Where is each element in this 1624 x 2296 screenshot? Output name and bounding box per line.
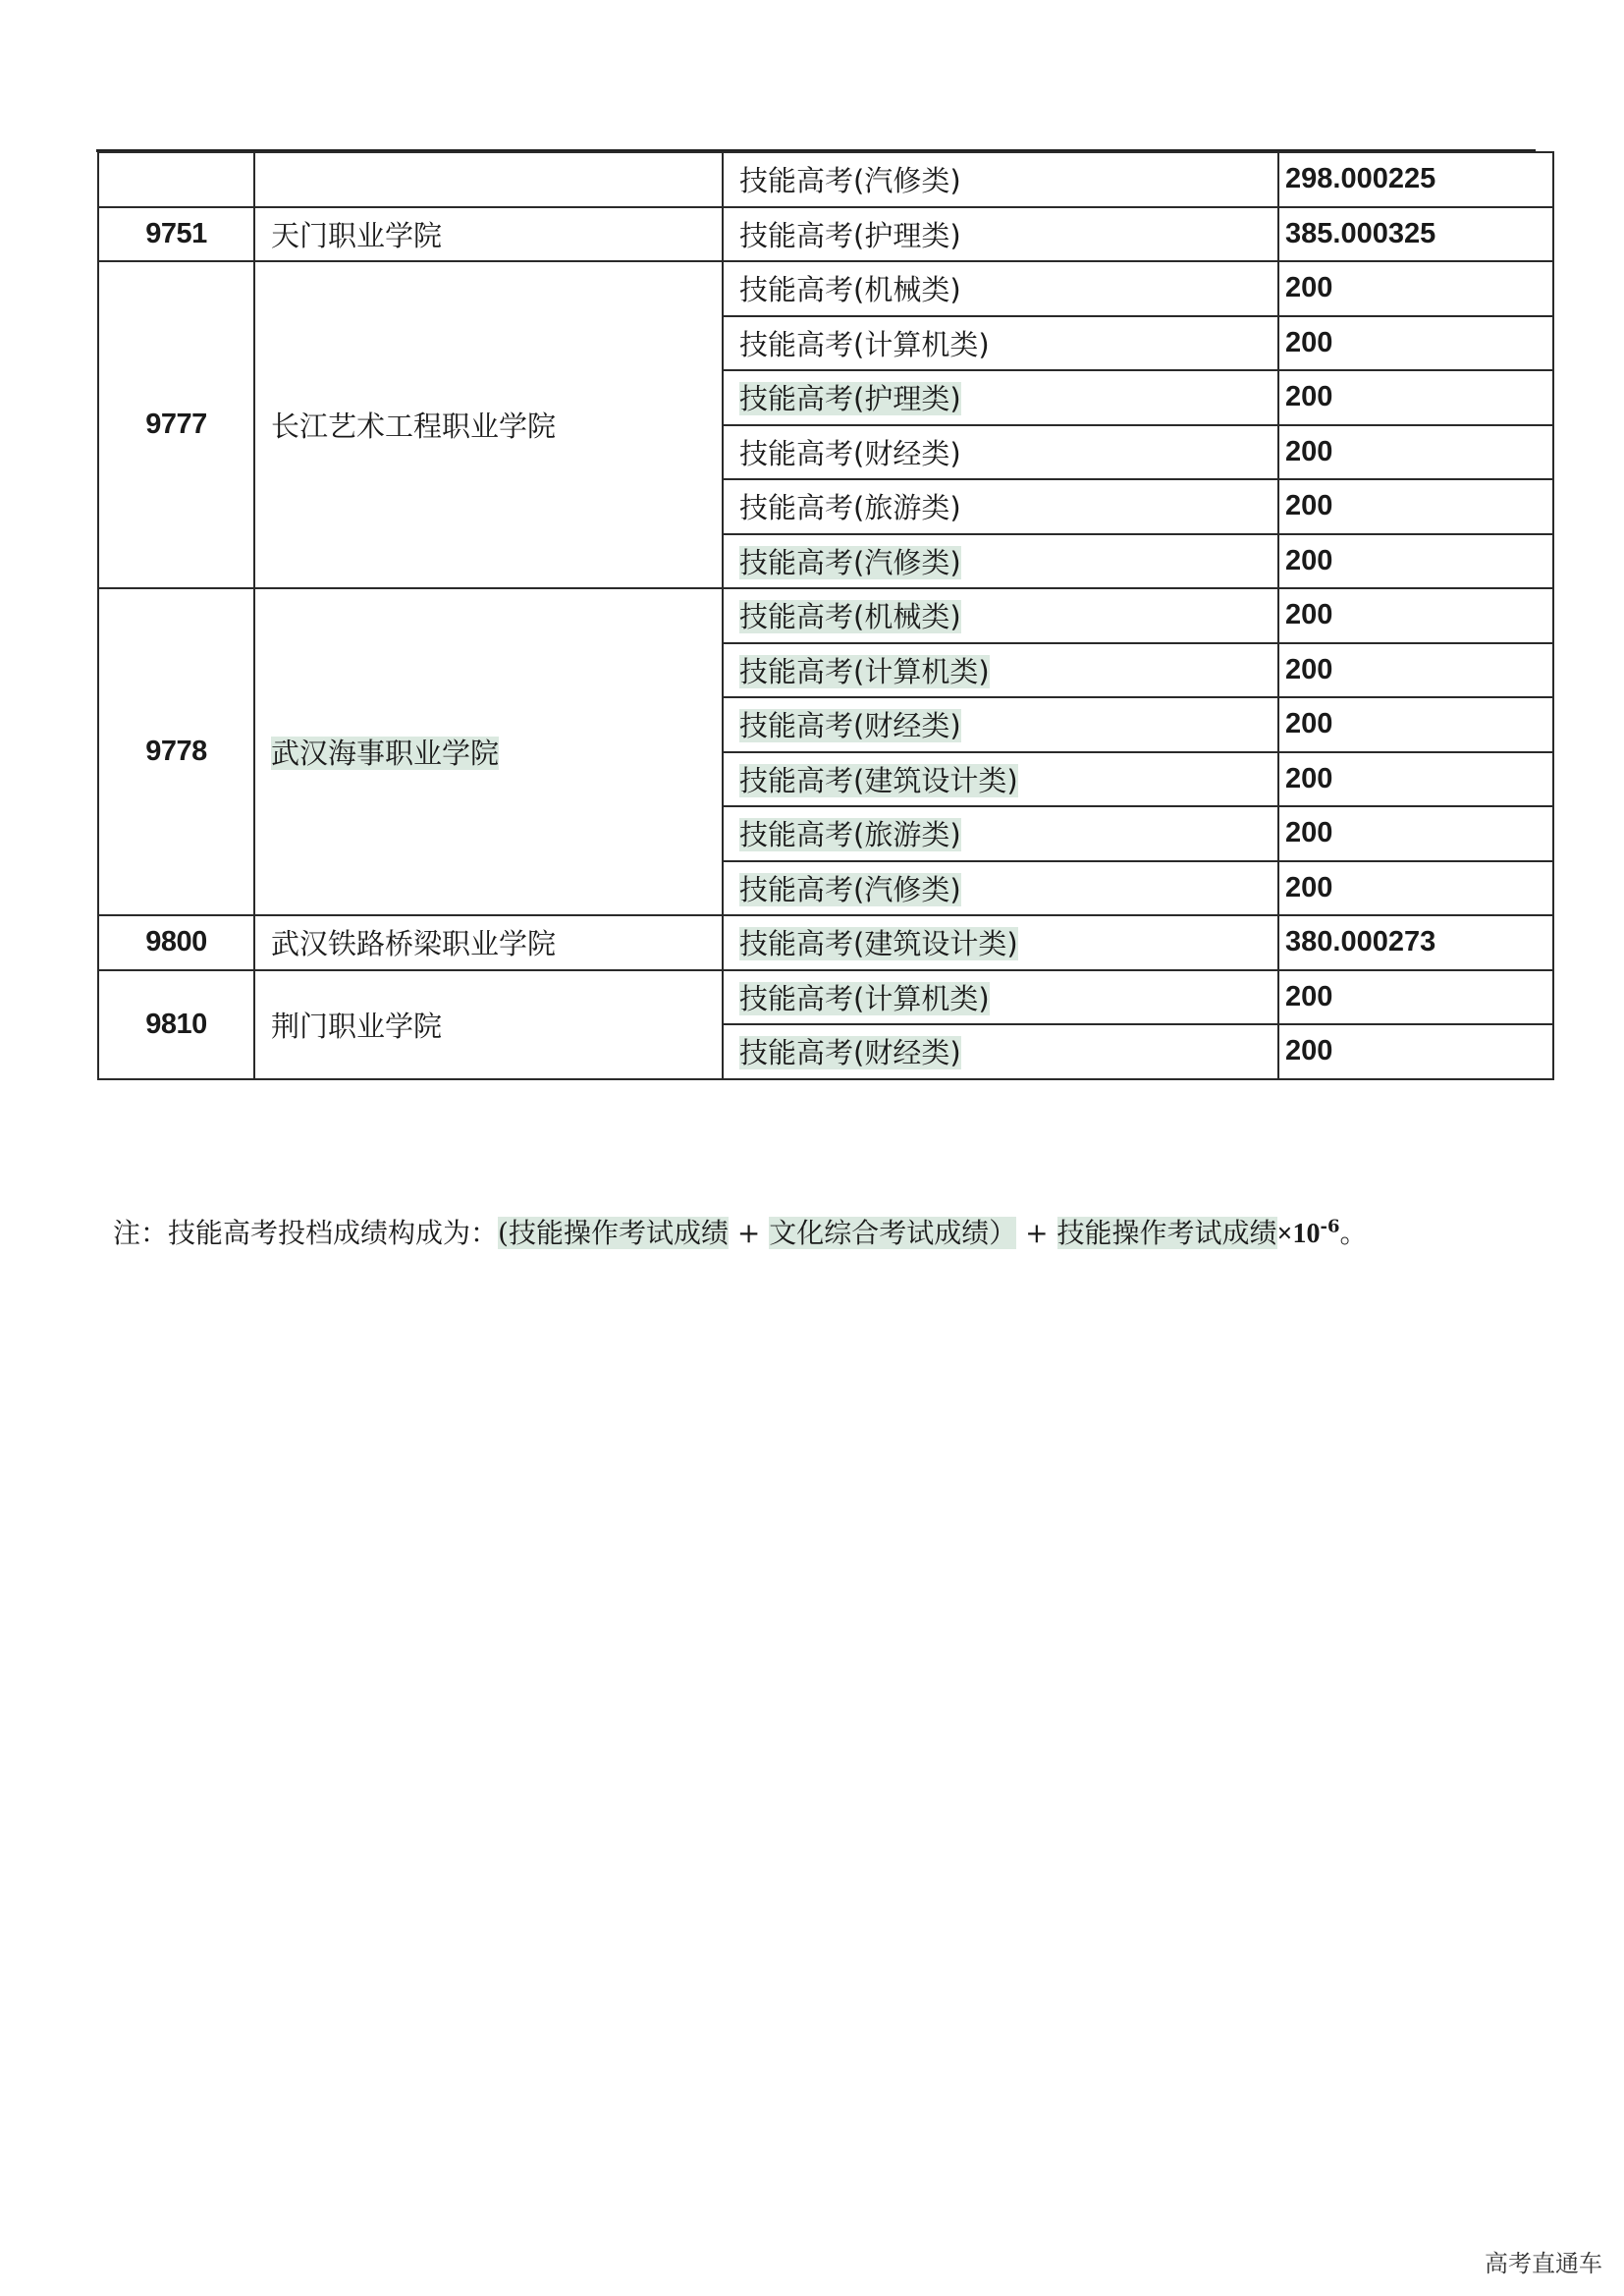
score-cell: 200 — [1278, 588, 1553, 643]
category-text: 技能高考(汽修类) — [739, 872, 961, 906]
category-text: 技能高考(财经类) — [739, 709, 961, 743]
note-prefix: 注：技能高考投档成绩构成为： — [113, 1217, 499, 1249]
table-row — [98, 152, 1553, 207]
formula-note — [113, 1212, 1368, 1251]
table-row — [98, 207, 1553, 262]
category-cell — [723, 643, 1278, 698]
category-cell — [723, 261, 1278, 316]
category-cell — [723, 970, 1278, 1025]
school-code-cell: 9800 — [98, 915, 254, 970]
category-cell — [723, 752, 1278, 807]
score-cell: 200 — [1278, 316, 1553, 371]
table-row — [98, 970, 1553, 1025]
school-name-cell — [254, 915, 723, 970]
category-cell — [723, 370, 1278, 425]
school-name-cell: 荆门职业学院 — [254, 970, 723, 1079]
category-text: 技能高考(机械类) — [739, 273, 961, 307]
school-name-cell — [254, 152, 723, 207]
category-cell — [723, 207, 1278, 262]
watermark-text: 高考直通车 — [1485, 2250, 1602, 2277]
category-cell — [723, 425, 1278, 480]
category-text: 技能高考(计算机类) — [739, 654, 990, 688]
score-cell: 200 — [1278, 479, 1553, 534]
note-suffix: 。 — [1339, 1217, 1368, 1249]
category-text: 技能高考(财经类) — [739, 436, 961, 470]
score-cell: 200 — [1278, 370, 1553, 425]
category-text: 技能高考(财经类) — [739, 1036, 961, 1070]
score-cell: 200 — [1278, 861, 1553, 916]
category-cell — [723, 588, 1278, 643]
score-cell: 200 — [1278, 752, 1553, 807]
note-part-skill-plus-culture: (技能操作考试成绩 — [498, 1217, 729, 1249]
category-cell — [723, 534, 1278, 589]
category-cell — [723, 1024, 1278, 1079]
category-text: 技能高考(计算机类) — [739, 327, 990, 361]
score-cell: 380.000273 — [1278, 915, 1553, 970]
category-text: 技能高考(护理类) — [739, 382, 961, 416]
table-row — [98, 588, 1553, 643]
score-cell: 200 — [1278, 1024, 1553, 1079]
score-cell: 200 — [1278, 806, 1553, 861]
note-plus-1: + — [728, 1217, 770, 1249]
score-cell: 200 — [1278, 643, 1553, 698]
category-text: 技能高考(建筑设计类) — [739, 763, 1018, 797]
category-text: 技能高考(计算机类) — [739, 981, 990, 1015]
school-code-cell — [98, 152, 254, 207]
category-cell — [723, 806, 1278, 861]
school-name-cell — [254, 588, 723, 915]
school-name-text: 武汉铁路桥梁职业学院 — [271, 927, 557, 961]
category-text: 技能高考(旅游类) — [739, 491, 961, 525]
school-name-text: 武汉海事职业学院 — [271, 737, 500, 770]
category-text: 技能高考(建筑设计类) — [739, 927, 1018, 961]
school-code-cell: 9778 — [98, 588, 254, 915]
score-cell: 200 — [1278, 261, 1553, 316]
category-text: 技能高考(机械类) — [739, 600, 961, 634]
school-name-cell: 天门职业学院 — [254, 207, 723, 262]
score-cell: 385.000325 — [1278, 207, 1553, 262]
school-name-cell: 长江艺术工程职业学院 — [254, 261, 723, 588]
category-cell — [723, 915, 1278, 970]
school-code-cell: 9751 — [98, 207, 254, 262]
school-code-cell: 9777 — [98, 261, 254, 588]
admission-score-table — [97, 151, 1554, 1080]
score-cell: 298.000225 — [1278, 152, 1553, 207]
score-cell: 200 — [1278, 534, 1553, 589]
table-row — [98, 261, 1553, 316]
category-cell — [723, 479, 1278, 534]
category-cell — [723, 152, 1278, 207]
category-cell — [723, 316, 1278, 371]
category-text: 技能高考(汽修类) — [739, 545, 961, 579]
category-cell — [723, 861, 1278, 916]
table-row — [98, 915, 1553, 970]
category-text: 技能高考(护理类) — [739, 218, 961, 252]
note-multiplier: ×10 — [1276, 1219, 1321, 1249]
category-text: 技能高考(旅游类) — [739, 818, 961, 852]
school-code-cell: 9810 — [98, 970, 254, 1079]
note-part-skill: 技能操作考试成绩 — [1056, 1217, 1277, 1249]
note-plus-2: + — [1016, 1217, 1057, 1249]
category-text: 技能高考(汽修类) — [739, 164, 961, 198]
note-exponent: -6 — [1320, 1216, 1340, 1237]
category-cell — [723, 697, 1278, 752]
score-cell: 200 — [1278, 697, 1553, 752]
score-cell: 200 — [1278, 425, 1553, 480]
note-part-culture: 文化综合考试成绩） — [769, 1217, 1017, 1249]
score-cell: 200 — [1278, 970, 1553, 1025]
